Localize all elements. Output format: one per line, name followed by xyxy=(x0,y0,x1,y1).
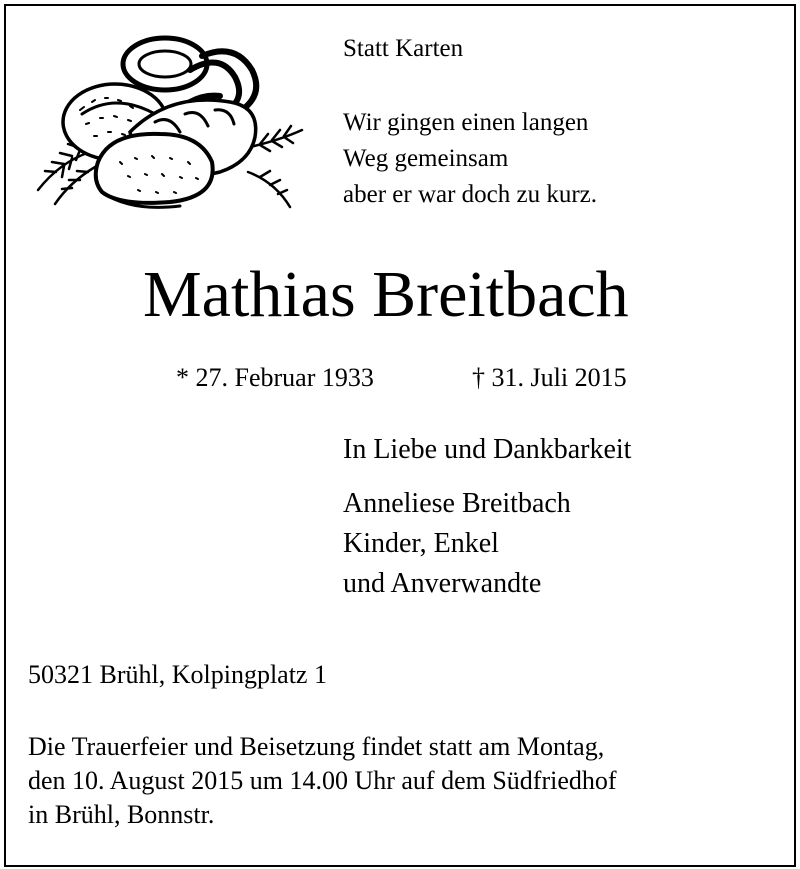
death-date: † 31. Juli 2015 xyxy=(472,363,627,392)
bread-basket-icon xyxy=(20,22,320,217)
ceremony-line: den 10. August 2015 um 14.00 Uhr auf dem Südfriedhof xyxy=(28,766,617,795)
address-line: 50321 Brühl, Kolpingplatz 1 xyxy=(28,660,327,689)
quote-line: Wir gingen einen langen xyxy=(343,109,589,136)
deceased-name: Mathias Breitbach xyxy=(143,258,629,331)
statt-karten-label: Statt Karten xyxy=(343,35,464,62)
quote-line: aber er war doch zu kurz. xyxy=(343,181,598,208)
birth-date: * 27. Februar 1933 xyxy=(176,363,374,392)
dedication-line: In Liebe und Dankbarkeit xyxy=(343,434,632,465)
ceremony-line: in Brühl, Bonnstr. xyxy=(28,800,215,829)
ceremony-line: Die Trauerfeier und Beisetzung findet statt am Montag, xyxy=(28,732,605,761)
mourner-line: Anneliese Breitbach xyxy=(343,488,571,519)
quote-line: Weg gemeinsam xyxy=(343,145,509,172)
mourner-line: Kinder, Enkel xyxy=(343,528,499,559)
mourner-line: und Anverwandte xyxy=(343,568,542,599)
